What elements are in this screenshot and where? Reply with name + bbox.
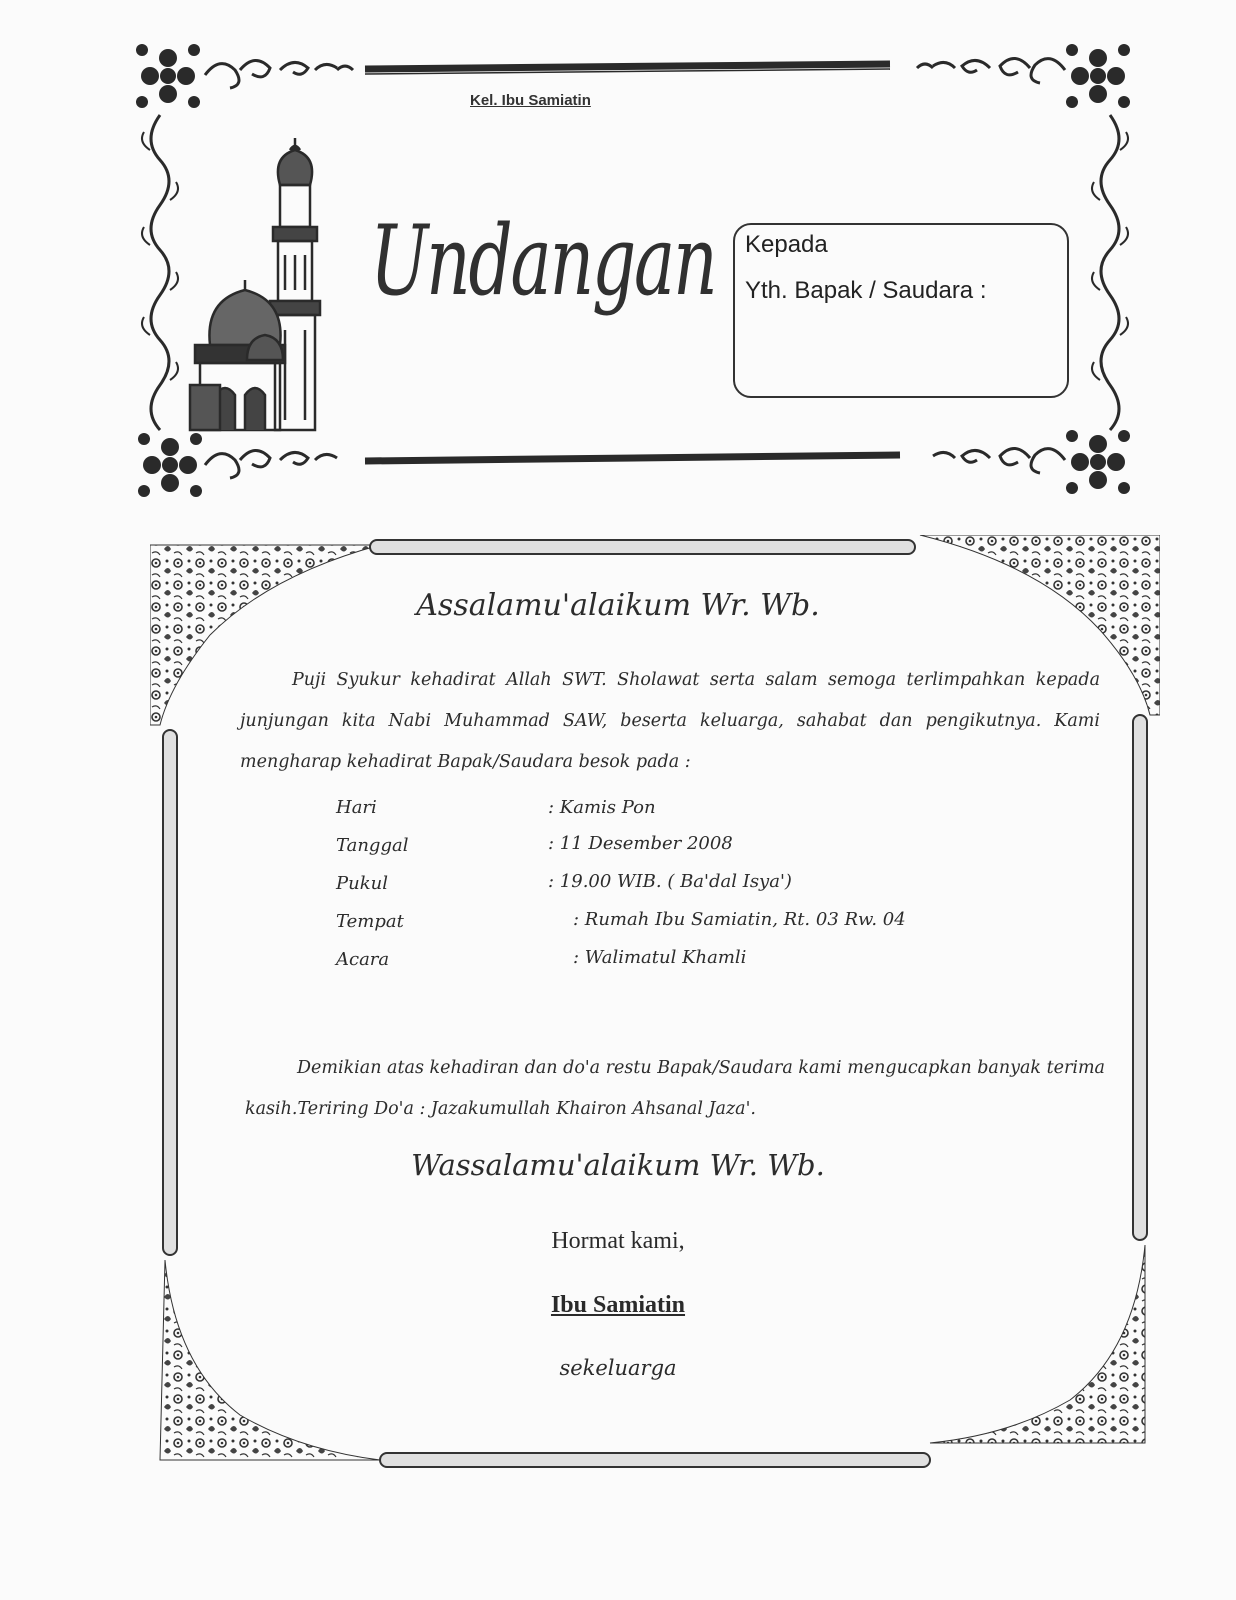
family-label: Kel. Ibu Samiatin bbox=[470, 92, 591, 109]
detail-label-day: Hari bbox=[336, 797, 377, 818]
mosque-icon bbox=[185, 130, 345, 440]
recipient-line: Yth. Bapak / Saudara : bbox=[745, 277, 987, 304]
detail-value-day: : Kamis Pon bbox=[548, 797, 656, 818]
invitation-title: Undangan bbox=[370, 205, 716, 317]
detail-value-time: : 19.00 WIB. ( Ba'dal Isya') bbox=[548, 871, 792, 892]
greeting: Assalamu'alaikum Wr. Wb. bbox=[416, 588, 820, 623]
farewell: Wassalamu'alaikum Wr. Wb. bbox=[411, 1148, 825, 1182]
detail-label-date: Tanggal bbox=[336, 835, 409, 856]
detail-label-place: Tempat bbox=[336, 911, 404, 932]
detail-label-event: Acara bbox=[336, 949, 390, 970]
recipient-box bbox=[733, 223, 1069, 398]
regards: Hormat kami, bbox=[551, 1228, 685, 1254]
sender-family: sekeluarga bbox=[559, 1356, 677, 1380]
detail-value-date: : 11 Desember 2008 bbox=[548, 833, 733, 854]
closing-paragraph: Demikian atas kehadiran dan do'a restu Bapak/Saudara kami mengucapkan banyak terima kasih.Teriring Do'a : Jazakumullah Khairon Ahsanal Jaza'. bbox=[245, 1058, 1105, 1119]
detail-value-place: : Rumah Ibu Samiatin, Rt. 03 Rw. 04 bbox=[573, 909, 906, 930]
detail-value-event: : Walimatul Khamli bbox=[573, 947, 747, 968]
recipient-to: Kepada bbox=[745, 231, 828, 258]
sender-name: Ibu Samiatin bbox=[550, 1292, 686, 1318]
detail-label-time: Pukul bbox=[336, 873, 388, 894]
opening-paragraph: Puji Syukur kehadirat Allah SWT. Sholawat serta salam semoga terlimpahkan kepada junjungan kita Nabi Muhammad SAW, beserta keluarga, sahabat dan pengikutnya. Kami mengharap kehadirat Bapak/Saudara besok pada : bbox=[240, 670, 1100, 772]
